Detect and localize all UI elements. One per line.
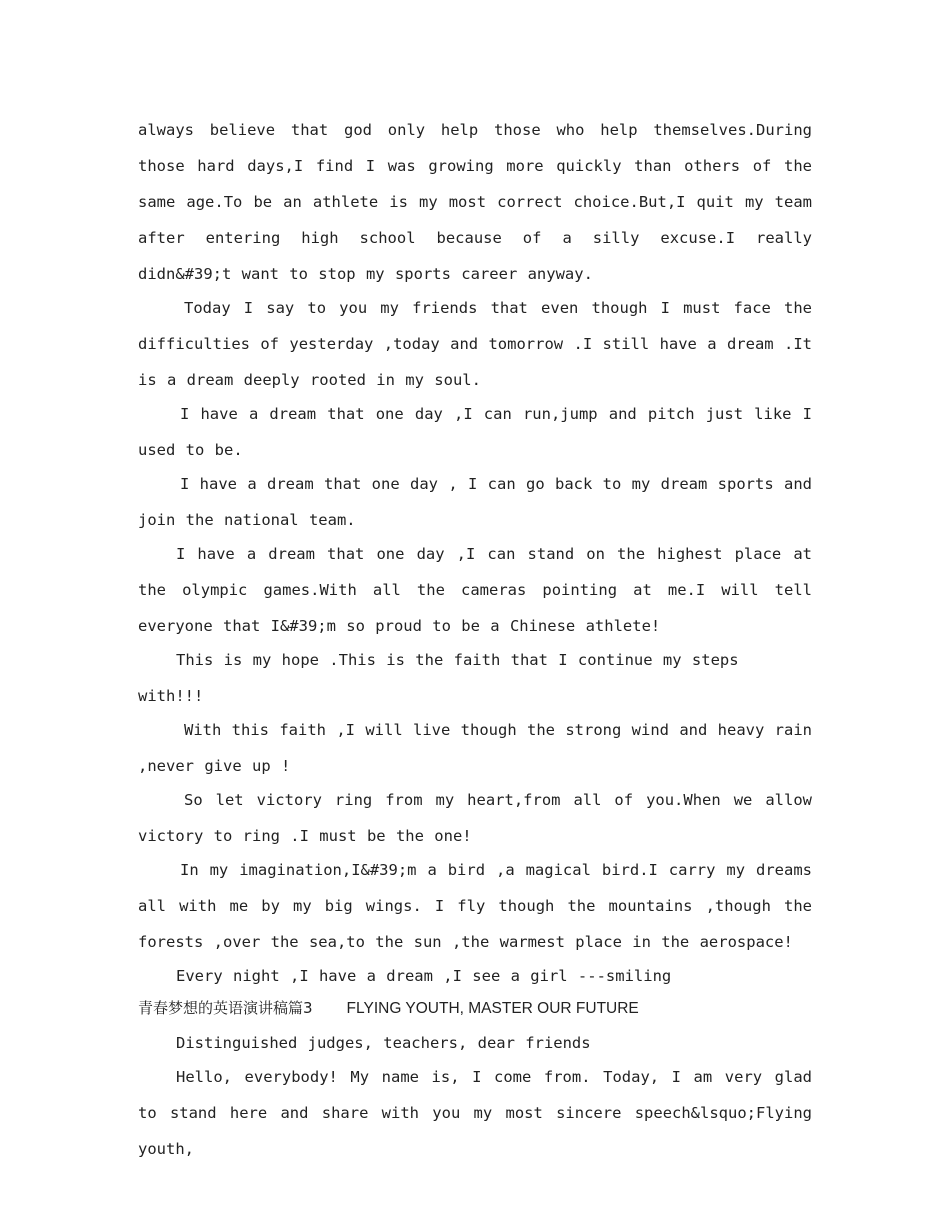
section-heading [138, 992, 812, 1025]
section-heading-chinese: 青春梦想的英语演讲稿篇3 [138, 999, 313, 1017]
paragraph-imagination-bird: In my imagination,I&#39;m a bird ,a magical bird.I carry my dreams all with me by my big wings. I fly though the mountains ,though the forests ,over the sea,to the sun ,the warmest place in the aerospace! [138, 861, 812, 951]
document-body [138, 112, 812, 1165]
paragraph-athlete-background: always believe that god only help those who help themselves.During those hard days,I find I was growing more quickly than others of the same age.To be an athlete is my most correct choice.But,I quit my team after entering high school because of a silly excuse.I really didn&#39;t want to stop my sports career anyway. [138, 121, 812, 283]
paragraph-dream-national-team: I have a dream that one day , I can go back to my dream sports and join the national team. [138, 475, 812, 529]
paragraph-greeting: Distinguished judges, teachers, dear friends [176, 1034, 591, 1052]
paragraph-hope: This is my hope .This is the faith that I continue my steps with!!! [138, 651, 739, 705]
paragraph-dream-olympics: I have a dream that one day ,I can stand on the highest place at the olympic games.With all the cameras pointing at me.I will tell everyone that I&#39;m so proud to be a Chinese athlete! [138, 545, 812, 635]
paragraph-dream-rooted: Today I say to you my friends that even though I must face the difficulties of yesterday ,today and tomorrow .I still have a dream .It is a dream deeply rooted in my soul. [138, 299, 812, 389]
paragraph-faith: With this faith ,I will live though the strong wind and heavy rain ,never give up ! [138, 721, 812, 775]
paragraph-dream-run-jump: I have a dream that one day ,I can run,jump and pitch just like I used to be. [138, 405, 812, 459]
section-heading-english: FLYING YOUTH, MASTER OUR FUTURE [346, 1000, 639, 1017]
paragraph-victory: So let victory ring from my heart,from all of you.When we allow victory to ring .I must be the one! [138, 791, 812, 845]
paragraph-introduction: Hello, everybody! My name is, I come from. Today, I am very glad to stand here and share with you my most sincere speech&lsquo;Flying youth, [138, 1068, 812, 1158]
paragraph-every-night: Every night ,I have a dream ,I see a girl ---smiling [176, 967, 672, 985]
